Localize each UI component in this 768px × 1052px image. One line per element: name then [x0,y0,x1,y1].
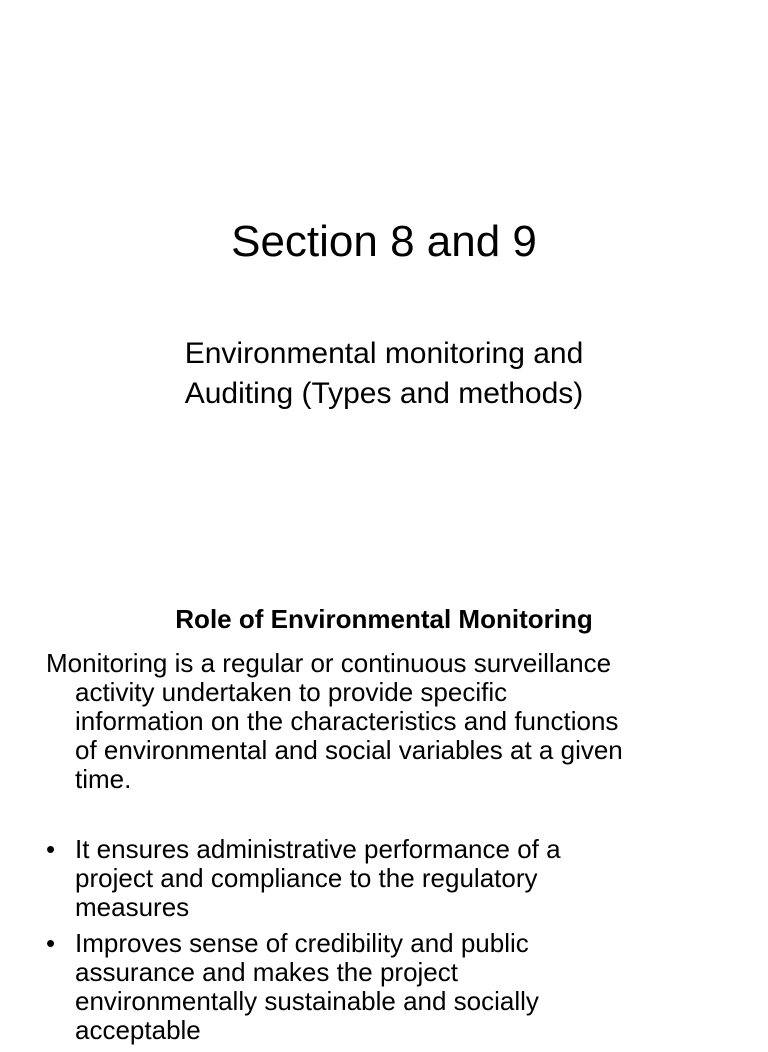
paragraph-line: activity undertaken to provide specific [75,677,508,707]
bullet-icon: • [46,834,56,864]
bullet-line: acceptable [75,1015,201,1045]
bullet-item [46,835,746,922]
section-heading: Role of Environmental Monitoring [175,604,593,634]
bullet-item [46,929,746,1045]
paragraph-line: of environmental and social variables at a given [75,735,623,765]
bullet-line: Improves sense of credibility and public [75,928,529,958]
role-bullet-list [46,835,746,1052]
monitoring-definition-paragraph [46,649,746,794]
paragraph-line: time. [75,764,132,794]
bullet-line: It ensures administrative performance of a [75,834,561,864]
paragraph-line: information on the characteristics and functions [75,706,619,736]
bullet-line: assurance and makes the project [75,957,458,987]
bullet-line: environmentally sustainable and socially [75,986,539,1016]
subtitle-line: Environmental monitoring and [184,337,584,370]
subtitle-line: Auditing (Types and methods) [184,377,584,410]
slide-subtitle [0,334,768,414]
paragraph-line: Monitoring is a regular or continuous surveillance [46,648,612,678]
slide-title: Section 8 and 9 [231,217,537,266]
bullet-line: measures [75,892,190,922]
bullet-line: project and compliance to the regulatory [75,863,538,893]
bullet-icon: • [46,928,56,958]
